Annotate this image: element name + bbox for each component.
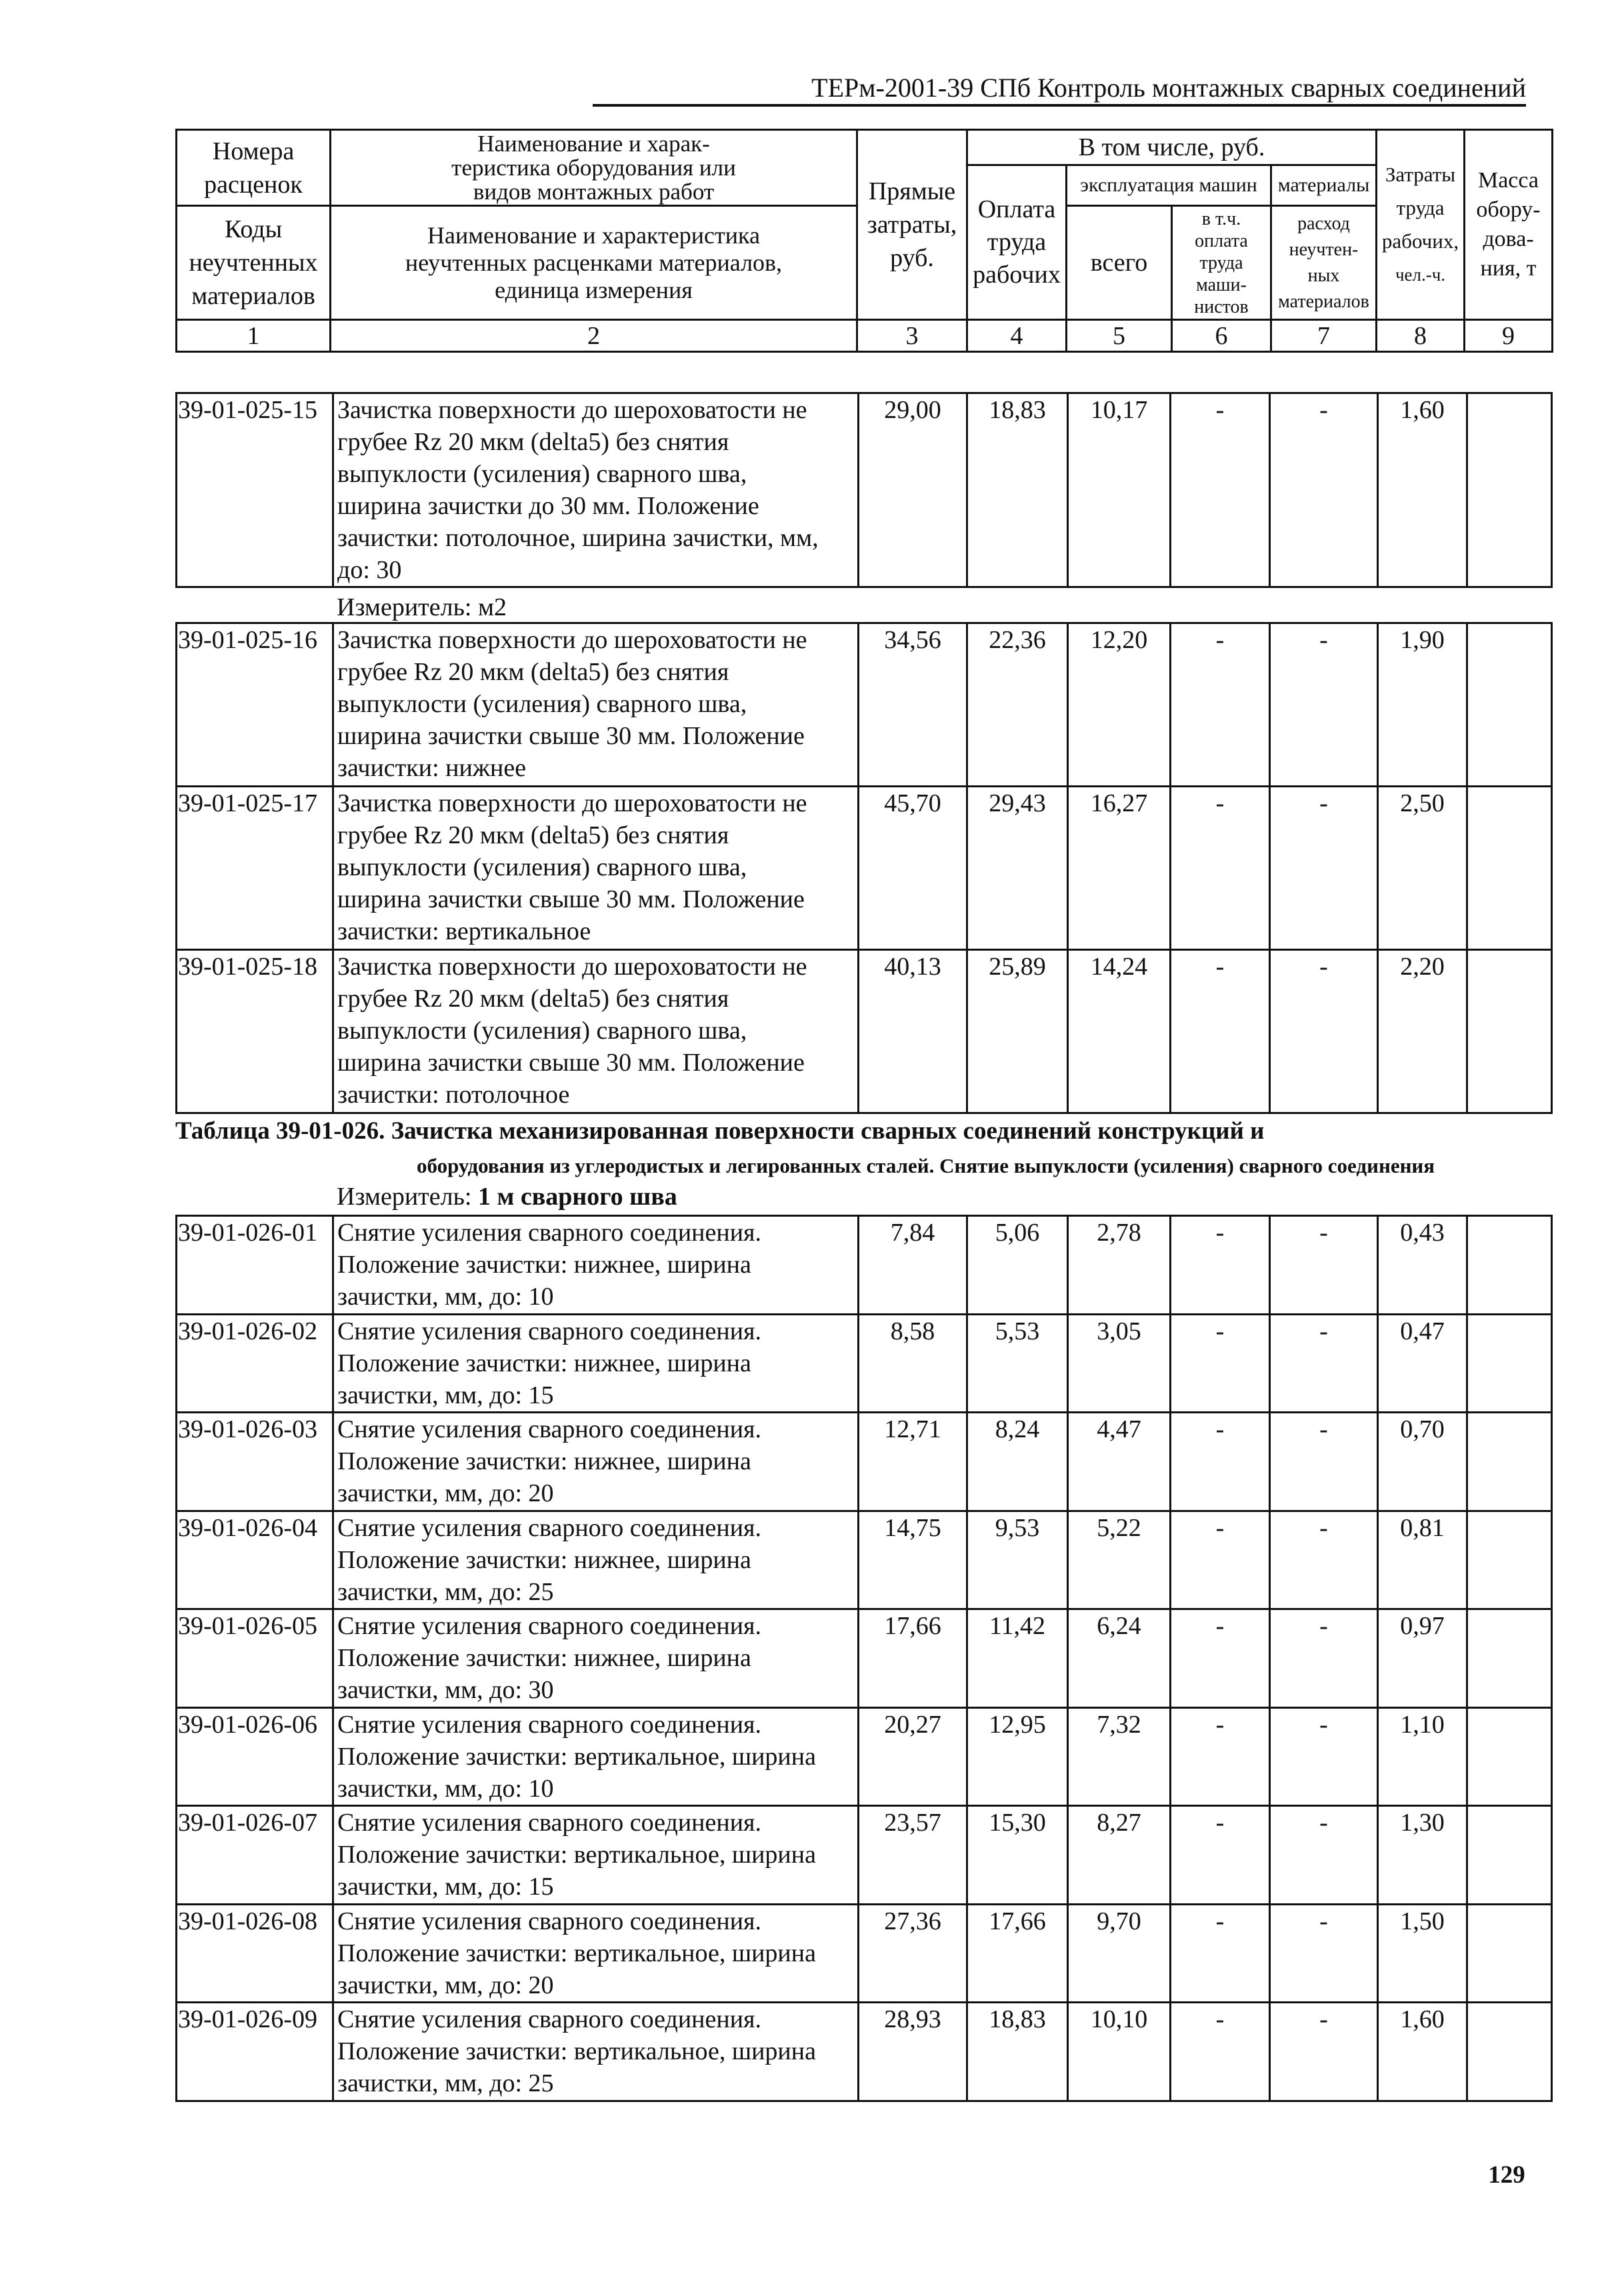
- rate-row: [177, 1217, 1553, 1315]
- description-line: ширина зачистки свыше 30 мм. Положение: [337, 885, 805, 913]
- rate-row: [177, 787, 1553, 951]
- header-line: руб.: [890, 244, 934, 272]
- description-line: ширина зачистки до 30 мм. Положение: [337, 492, 759, 520]
- value-materials: -: [1271, 1512, 1379, 1611]
- description-line: зачистки: потолочное: [337, 1081, 570, 1109]
- header-line: ния, т: [1480, 256, 1537, 281]
- header-line: видов монтажных работ: [473, 178, 715, 205]
- value-machines-total: 9,70: [1069, 1905, 1171, 2004]
- value-materials: -: [1271, 624, 1379, 787]
- header-line: расценок: [204, 170, 303, 199]
- header-line: обору-: [1476, 197, 1541, 222]
- column-number-text: 8: [1414, 321, 1427, 350]
- value-labor-pay: 15,30: [968, 1807, 1069, 1905]
- rate-description: [334, 1610, 859, 1709]
- value-machines-total: 16,27: [1069, 787, 1171, 951]
- value-materials: -: [1271, 951, 1379, 1114]
- value-labor-hours: 1,60: [1379, 2003, 1468, 2102]
- value-equipment-mass: [1468, 787, 1553, 951]
- rate-code: 39-01-026-02: [177, 1315, 334, 1414]
- column-number: [857, 320, 967, 352]
- value-equipment-mass: [1468, 1905, 1553, 2004]
- running-header: ТЕРм-2001-39 СПб Контроль монтажных сварных соединений: [811, 73, 1526, 103]
- header-direct-cost: [857, 130, 967, 320]
- description-line: Положение зачистки: вертикальное, ширина: [337, 1841, 816, 1869]
- column-number-text: 1: [247, 321, 260, 350]
- value-labor-hours: 1,90: [1379, 624, 1468, 787]
- value-labor-pay: 29,43: [968, 787, 1069, 951]
- value-labor-hours: 2,50: [1379, 787, 1468, 951]
- header-line: нистов: [1194, 296, 1249, 317]
- value-labor-hours: 0,97: [1379, 1610, 1468, 1709]
- header-labor-pay: [967, 165, 1067, 320]
- description-line: ширина зачистки свыше 30 мм. Положение: [337, 1049, 805, 1077]
- header-line: Оплата: [977, 195, 1056, 223]
- header-line: труда: [1396, 196, 1445, 219]
- value-machines-total: 4,47: [1069, 1413, 1171, 1512]
- description-line: выпуклости (усиления) сварного шва,: [337, 690, 747, 718]
- description-line: зачистки: вертикальное: [337, 917, 591, 945]
- value-direct-cost: 40,13: [859, 951, 968, 1114]
- value-labor-hours: 0,70: [1379, 1413, 1468, 1512]
- description-line: Положение зачистки: вертикальное, ширина: [337, 2037, 816, 2065]
- column-number: [331, 320, 857, 352]
- rate-row: [177, 1413, 1553, 1512]
- header-material-codes: [177, 206, 331, 320]
- header-line: неучтенных расценками материалов,: [405, 249, 783, 276]
- value-materials: -: [1271, 2003, 1379, 2102]
- header-line: Коды: [224, 215, 283, 243]
- description-line: Положение зачистки: вертикальное, ширина: [337, 1742, 816, 1771]
- value-materials: -: [1271, 1905, 1379, 2004]
- description-line: зачистки: нижнее: [337, 754, 527, 782]
- description-line: зачистки, мм, до: 15: [337, 1381, 554, 1409]
- header-unaccounted-materials: [1271, 206, 1377, 320]
- header-line: неучтен-: [1289, 239, 1359, 260]
- header-line: в т.ч.: [1201, 208, 1241, 229]
- rate-code: 39-01-026-09: [177, 2003, 334, 2102]
- column-number-text: 7: [1317, 321, 1330, 350]
- rate-code: 39-01-025-16: [177, 624, 334, 787]
- header-work-name: [331, 130, 857, 206]
- value-machinists-pay: -: [1171, 1807, 1271, 1905]
- value-materials: -: [1271, 1315, 1379, 1414]
- value-equipment-mass: [1468, 1413, 1553, 1512]
- value-machinists-pay: -: [1171, 624, 1271, 787]
- value-direct-cost: 29,00: [859, 394, 968, 588]
- description-line: Снятие усиления сварного соединения.: [337, 1710, 762, 1739]
- value-machinists-pay: -: [1171, 1413, 1271, 1512]
- value-machines-total: 10,17: [1069, 394, 1171, 588]
- header-line: труда: [987, 228, 1047, 256]
- rate-row: [177, 2003, 1553, 2102]
- header-material-name: [331, 206, 857, 320]
- rate-code: 39-01-026-07: [177, 1807, 334, 1905]
- rate-description: [334, 951, 859, 1114]
- rate-row: [177, 1315, 1553, 1414]
- value-labor-pay: 5,53: [968, 1315, 1069, 1414]
- value-machines-total: 12,20: [1069, 624, 1171, 787]
- header-line: единица измерения: [495, 276, 693, 303]
- rate-description: [334, 1217, 859, 1315]
- value-labor-hours: 1,50: [1379, 1905, 1468, 2004]
- value-direct-cost: 14,75: [859, 1512, 968, 1611]
- rates-table-2: [175, 622, 1553, 1114]
- header-machines-total: [1067, 206, 1172, 320]
- description-line: Положение зачистки: нижнее, ширина: [337, 1349, 751, 1377]
- value-materials: -: [1271, 1413, 1379, 1512]
- value-direct-cost: 8,58: [859, 1315, 968, 1414]
- value-machinists-pay: -: [1171, 951, 1271, 1114]
- value-labor-hours: 1,30: [1379, 1807, 1468, 1905]
- value-machines-total: 6,24: [1069, 1610, 1171, 1709]
- value-equipment-mass: [1468, 1217, 1553, 1315]
- header-line: чел.-ч.: [1395, 265, 1446, 285]
- value-machinists-pay: -: [1171, 1512, 1271, 1611]
- column-number-text: 3: [905, 321, 919, 350]
- table-title-line-1: Таблица 39-01-026. Зачистка механизированная поверхности сварных соединений конструкций и: [175, 1117, 1265, 1145]
- description-line: зачистки: потолочное, ширина зачистки, мм,: [337, 524, 819, 552]
- rate-description: [334, 1709, 859, 1807]
- description-line: Зачистка поверхности до шероховатости не: [337, 953, 807, 981]
- column-number-text: 9: [1502, 321, 1515, 350]
- value-machinists-pay: -: [1171, 787, 1271, 951]
- description-line: Положение зачистки: нижнее, ширина: [337, 1545, 751, 1574]
- value-machines-total: 2,78: [1069, 1217, 1171, 1315]
- description-line: зачистки, мм, до: 10: [337, 1774, 554, 1803]
- value-direct-cost: 45,70: [859, 787, 968, 951]
- header-line: затраты,: [867, 211, 957, 239]
- header-line: всего: [1090, 249, 1148, 277]
- measure-label: Измеритель:: [337, 1183, 472, 1211]
- value-labor-hours: 1,10: [1379, 1709, 1468, 1807]
- rate-code: 39-01-025-17: [177, 787, 334, 951]
- value-materials: -: [1271, 1709, 1379, 1807]
- value-direct-cost: 28,93: [859, 2003, 968, 2102]
- description-line: Снятие усиления сварного соединения.: [337, 1415, 762, 1443]
- value-direct-cost: 34,56: [859, 624, 968, 787]
- description-line: выпуклости (усиления) сварного шва,: [337, 1017, 747, 1045]
- column-number-text: 6: [1215, 321, 1228, 350]
- description-line: Снятие усиления сварного соединения.: [337, 1907, 762, 1935]
- value-labor-pay: 18,83: [968, 2003, 1069, 2102]
- header-line: материалов: [191, 282, 315, 310]
- header-machines-operation: [1067, 165, 1271, 206]
- page-number: 129: [1488, 2161, 1525, 2189]
- description-line: Снятие усиления сварного соединения.: [337, 1513, 762, 1542]
- column-number: [1465, 320, 1553, 352]
- header-line: расход: [1297, 213, 1350, 234]
- description-line: ширина зачистки свыше 30 мм. Положение: [337, 722, 805, 750]
- description-line: грубее Rz 20 мкм (delta5) без снятия: [337, 985, 729, 1013]
- rate-row: [177, 394, 1553, 588]
- rates-table-3: [175, 1215, 1553, 2102]
- header-line: дова-: [1483, 227, 1534, 251]
- header-line: теристика оборудования или: [451, 154, 736, 181]
- value-machinists-pay: -: [1171, 1709, 1271, 1807]
- rate-description: [334, 1512, 859, 1611]
- rate-description: [334, 1413, 859, 1512]
- value-machines-total: 7,32: [1069, 1709, 1171, 1807]
- value-machines-total: 8,27: [1069, 1807, 1171, 1905]
- description-line: Снятие усиления сварного соединения.: [337, 1219, 762, 1247]
- rate-row: [177, 624, 1553, 787]
- header-line: труда: [1199, 252, 1243, 273]
- measure-unit-1: Измеритель: м2: [337, 593, 507, 621]
- value-labor-hours: 0,47: [1379, 1315, 1468, 1414]
- description-line: зачистки, мм, до: 20: [337, 1479, 554, 1507]
- rate-code: 39-01-026-05: [177, 1610, 334, 1709]
- value-equipment-mass: [1468, 1709, 1553, 1807]
- rate-description: [334, 1315, 859, 1414]
- description-line: зачистки, мм, до: 30: [337, 1676, 554, 1704]
- value-machines-total: 5,22: [1069, 1512, 1171, 1611]
- header-materials: [1271, 165, 1377, 206]
- header-line: оплата: [1195, 230, 1248, 251]
- header-rule: [593, 104, 1526, 107]
- table-title-line-2: оборудования из углеродистых и легированных сталей. Снятие выпуклости (усиления) сварного соединения: [417, 1154, 1435, 1177]
- value-equipment-mass: [1468, 1807, 1553, 1905]
- value-labor-hours: 1,60: [1379, 394, 1468, 588]
- description-line: зачистки, мм, до: 25: [337, 2069, 554, 2097]
- header-rate-number: [177, 130, 331, 206]
- description-line: грубее Rz 20 мкм (delta5) без снятия: [337, 821, 729, 849]
- value-direct-cost: 23,57: [859, 1807, 968, 1905]
- rate-code: 39-01-025-18: [177, 951, 334, 1114]
- description-line: зачистки, мм, до: 10: [337, 1283, 554, 1311]
- value-direct-cost: 7,84: [859, 1217, 968, 1315]
- column-number-text: 2: [587, 321, 600, 350]
- rate-code: 39-01-026-06: [177, 1709, 334, 1807]
- header-line: рабочих,: [1381, 229, 1459, 253]
- value-machinists-pay: -: [1171, 1315, 1271, 1414]
- description-line: Положение зачистки: нижнее, ширина: [337, 1251, 751, 1279]
- description-line: до: 30: [337, 556, 402, 584]
- rate-row: [177, 1610, 1553, 1709]
- header-line: ных: [1307, 265, 1340, 286]
- rate-row: [177, 951, 1553, 1114]
- rate-description: [334, 394, 859, 588]
- header-equipment-mass: [1465, 130, 1553, 320]
- rates-table-1: [175, 392, 1553, 588]
- value-labor-hours: 0,43: [1379, 1217, 1468, 1315]
- column-number: [177, 320, 331, 352]
- value-machinists-pay: -: [1171, 1217, 1271, 1315]
- header-including-group: [967, 130, 1377, 165]
- value-labor-pay: 8,24: [968, 1413, 1069, 1512]
- measure-value: 1 м сварного шва: [478, 1183, 677, 1211]
- value-materials: -: [1271, 787, 1379, 951]
- header-line: Наименование и характеристика: [427, 221, 760, 249]
- value-labor-pay: 17,66: [968, 1905, 1069, 2004]
- value-machinists-pay: -: [1171, 1610, 1271, 1709]
- header-line: Затраты: [1385, 163, 1456, 186]
- value-materials: -: [1271, 1217, 1379, 1315]
- value-machinists-pay: -: [1171, 394, 1271, 588]
- rate-code: 39-01-026-03: [177, 1413, 334, 1512]
- header-line: рабочих: [973, 261, 1061, 289]
- description-line: зачистки, мм, до: 15: [337, 1873, 554, 1901]
- value-equipment-mass: [1468, 624, 1553, 787]
- value-materials: -: [1271, 1807, 1379, 1905]
- rate-row: [177, 1807, 1553, 1905]
- rate-row: [177, 1709, 1553, 1807]
- value-equipment-mass: [1468, 2003, 1553, 2102]
- header-line: неучтенных: [189, 249, 318, 277]
- description-line: Зачистка поверхности до шероховатости не: [337, 789, 807, 817]
- description-line: Снятие усиления сварного соединения.: [337, 1809, 762, 1837]
- rate-description: [334, 1807, 859, 1905]
- value-labor-pay: 11,42: [968, 1610, 1069, 1709]
- measure-unit-2: [337, 1181, 677, 1213]
- value-machinists-pay: -: [1171, 1905, 1271, 2004]
- rate-description: [334, 624, 859, 787]
- value-equipment-mass: [1468, 394, 1553, 588]
- rate-row: [177, 1905, 1553, 2004]
- value-direct-cost: 20,27: [859, 1709, 968, 1807]
- rate-code: 39-01-026-01: [177, 1217, 334, 1315]
- rate-code: 39-01-025-15: [177, 394, 334, 588]
- description-line: Снятие усиления сварного соединения.: [337, 1612, 762, 1640]
- value-labor-pay: 22,36: [968, 624, 1069, 787]
- value-labor-hours: 2,20: [1379, 951, 1468, 1114]
- column-number: [1271, 320, 1377, 352]
- description-line: выпуклости (усиления) сварного шва,: [337, 460, 747, 488]
- value-equipment-mass: [1468, 1610, 1553, 1709]
- rate-row: [177, 1512, 1553, 1611]
- column-number: [967, 320, 1067, 352]
- value-direct-cost: 17,66: [859, 1610, 968, 1709]
- value-labor-pay: 25,89: [968, 951, 1069, 1114]
- header-labor-hours: [1377, 130, 1465, 320]
- column-number: [1172, 320, 1271, 352]
- value-equipment-mass: [1468, 951, 1553, 1114]
- rate-description: [334, 787, 859, 951]
- value-machines-total: 3,05: [1069, 1315, 1171, 1414]
- rate-code: 39-01-026-08: [177, 1905, 334, 2004]
- value-equipment-mass: [1468, 1512, 1553, 1611]
- value-labor-pay: 18,83: [968, 394, 1069, 588]
- description-line: Снятие усиления сварного соединения.: [337, 1317, 762, 1345]
- column-header-table: [175, 129, 1553, 353]
- value-labor-pay: 5,06: [968, 1217, 1069, 1315]
- column-number: [1067, 320, 1172, 352]
- value-machines-total: 14,24: [1069, 951, 1171, 1114]
- rate-description: [334, 2003, 859, 2102]
- header-machinists-pay: [1172, 206, 1271, 320]
- value-machinists-pay: -: [1171, 2003, 1271, 2102]
- description-line: грубее Rz 20 мкм (delta5) без снятия: [337, 428, 729, 456]
- description-line: Зачистка поверхности до шероховатости не: [337, 626, 807, 654]
- header-line: маши-: [1196, 274, 1247, 295]
- column-number-text: 5: [1113, 321, 1125, 350]
- value-direct-cost: 27,36: [859, 1905, 968, 2004]
- header-line: Наименование и харак-: [477, 130, 710, 157]
- column-number: [1377, 320, 1465, 352]
- description-line: Снятие усиления сварного соединения.: [337, 2005, 762, 2033]
- column-number-text: 4: [1010, 321, 1023, 350]
- header-line: эксплуатация машин: [1080, 174, 1257, 196]
- value-labor-pay: 9,53: [968, 1512, 1069, 1611]
- value-direct-cost: 12,71: [859, 1413, 968, 1512]
- description-line: зачистки, мм, до: 20: [337, 1971, 554, 1999]
- description-line: Зачистка поверхности до шероховатости не: [337, 396, 807, 424]
- header-line: Прямые: [868, 177, 956, 205]
- value-equipment-mass: [1468, 1315, 1553, 1414]
- description-line: грубее Rz 20 мкм (delta5) без снятия: [337, 658, 729, 686]
- value-machines-total: 10,10: [1069, 2003, 1171, 2102]
- value-labor-hours: 0,81: [1379, 1512, 1468, 1611]
- description-line: Положение зачистки: нижнее, ширина: [337, 1644, 751, 1672]
- header-line: В том числе, руб.: [1078, 133, 1265, 161]
- value-materials: -: [1271, 1610, 1379, 1709]
- header-line: материалы: [1277, 174, 1370, 196]
- description-line: зачистки, мм, до: 25: [337, 1577, 554, 1606]
- description-line: выпуклости (усиления) сварного шва,: [337, 853, 747, 881]
- header-line: Номера: [212, 137, 295, 165]
- description-line: Положение зачистки: нижнее, ширина: [337, 1447, 751, 1475]
- rate-description: [334, 1905, 859, 2004]
- description-line: Положение зачистки: вертикальное, ширина: [337, 1939, 816, 1967]
- rate-code: 39-01-026-04: [177, 1512, 334, 1611]
- header-line: Масса: [1477, 168, 1539, 193]
- header-line: материалов: [1278, 291, 1369, 312]
- value-materials: -: [1271, 394, 1379, 588]
- value-labor-pay: 12,95: [968, 1709, 1069, 1807]
